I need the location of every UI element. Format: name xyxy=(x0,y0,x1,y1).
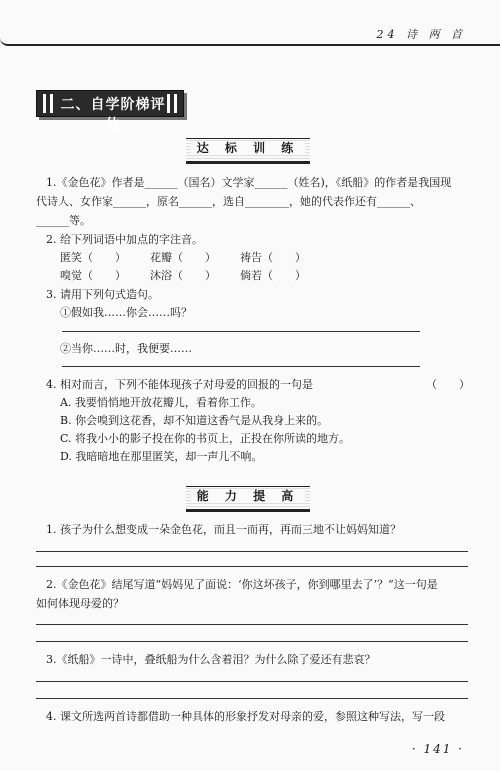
chapter-title: 24 诗 两 首 xyxy=(376,28,466,41)
banner-bar-decoration xyxy=(167,94,170,113)
q4-answer-paren: （ ） xyxy=(426,378,470,391)
banner-bar-decoration xyxy=(50,94,53,113)
ability-q1: 1. 孩子为什么想变成一朵金色花，而且一而再，再而三地不让妈妈知道？ xyxy=(46,523,401,536)
page-number: · 141 · xyxy=(411,742,464,756)
answer-line xyxy=(36,641,468,642)
q1-line-1: 1.《金色花》作者是______（国名）文学家______（姓名)，《纸船》的作者是我国现 xyxy=(46,176,452,189)
training-heading-text: 达 标 训 练 xyxy=(191,141,306,155)
section-title: 二、自学阶梯评估 xyxy=(60,97,166,133)
q4-prompt: 4. 相对而言，下列不能体现孩子对母爱的回报的一句是 xyxy=(46,378,313,391)
q4-option-a: A. 我要悄悄地开放花瓣儿，看着你工作。 xyxy=(60,396,262,409)
q4-option-d: D. 我暗暗地在那里匿笑，却一声儿不响。 xyxy=(60,450,263,463)
q3-prompt: 3. 请用下列句式造句。 xyxy=(46,288,159,301)
ability-q2-line-1: 2.《金色花》结尾写道“妈妈见了面说：‘你这坏孩子，你到哪里去了’？”这一句是 xyxy=(46,578,438,591)
q4-option-b: B. 你会嗅到这花香，却不知道这香气是从我身上来的。 xyxy=(60,414,329,427)
answer-line xyxy=(36,624,468,625)
q3-item-1: ①假如我……你会……吗？ xyxy=(60,306,192,319)
q2-item: 花瓣（ ） xyxy=(150,251,216,264)
answer-line xyxy=(36,698,468,699)
ability-q2-line-2: 如何体现母爱的？ xyxy=(36,597,124,610)
section-banner xyxy=(36,90,184,133)
q3-item-2: ②当你……时，我便要…… xyxy=(60,342,192,355)
training-heading xyxy=(186,138,310,162)
q1-line-2: 代诗人、女作家______，原名______，选自________，她的代表作还有______、 xyxy=(36,195,421,208)
q2-item: 匿笑（ ） xyxy=(60,251,126,264)
ability-q4: 4. 课文所选两首诗都借助一种具体的形象抒发对母亲的爱，参照这种写法，写一段 xyxy=(46,710,445,723)
q4-option-c: C. 将我小小的影子投在你的书页上，正投在你所读的地方。 xyxy=(60,432,351,445)
banner-bar-decoration xyxy=(43,94,46,113)
ability-heading-text: 能 力 提 高 xyxy=(191,489,306,503)
q2-item: 沐浴（ ） xyxy=(150,269,216,282)
answer-line xyxy=(36,566,468,567)
q2-item: 倘若（ ） xyxy=(240,269,306,282)
answer-line xyxy=(62,366,420,367)
answer-line xyxy=(36,681,468,682)
answer-line xyxy=(36,551,468,552)
q2-item: 嗅觉（ ） xyxy=(60,269,126,282)
banner-bar-decoration xyxy=(174,94,177,113)
answer-line xyxy=(62,331,420,332)
q1-line-3: ______等。 xyxy=(36,214,91,227)
q2-prompt: 2. 给下列词语中加点的字注音。 xyxy=(46,233,203,246)
ability-heading xyxy=(186,486,310,510)
page-header xyxy=(0,0,500,46)
ability-q3: 3.《纸船》一诗中，叠纸船为什么含着泪？为什么除了爱还有悲哀？ xyxy=(46,653,376,666)
q2-item: 祷告（ ） xyxy=(240,251,306,264)
